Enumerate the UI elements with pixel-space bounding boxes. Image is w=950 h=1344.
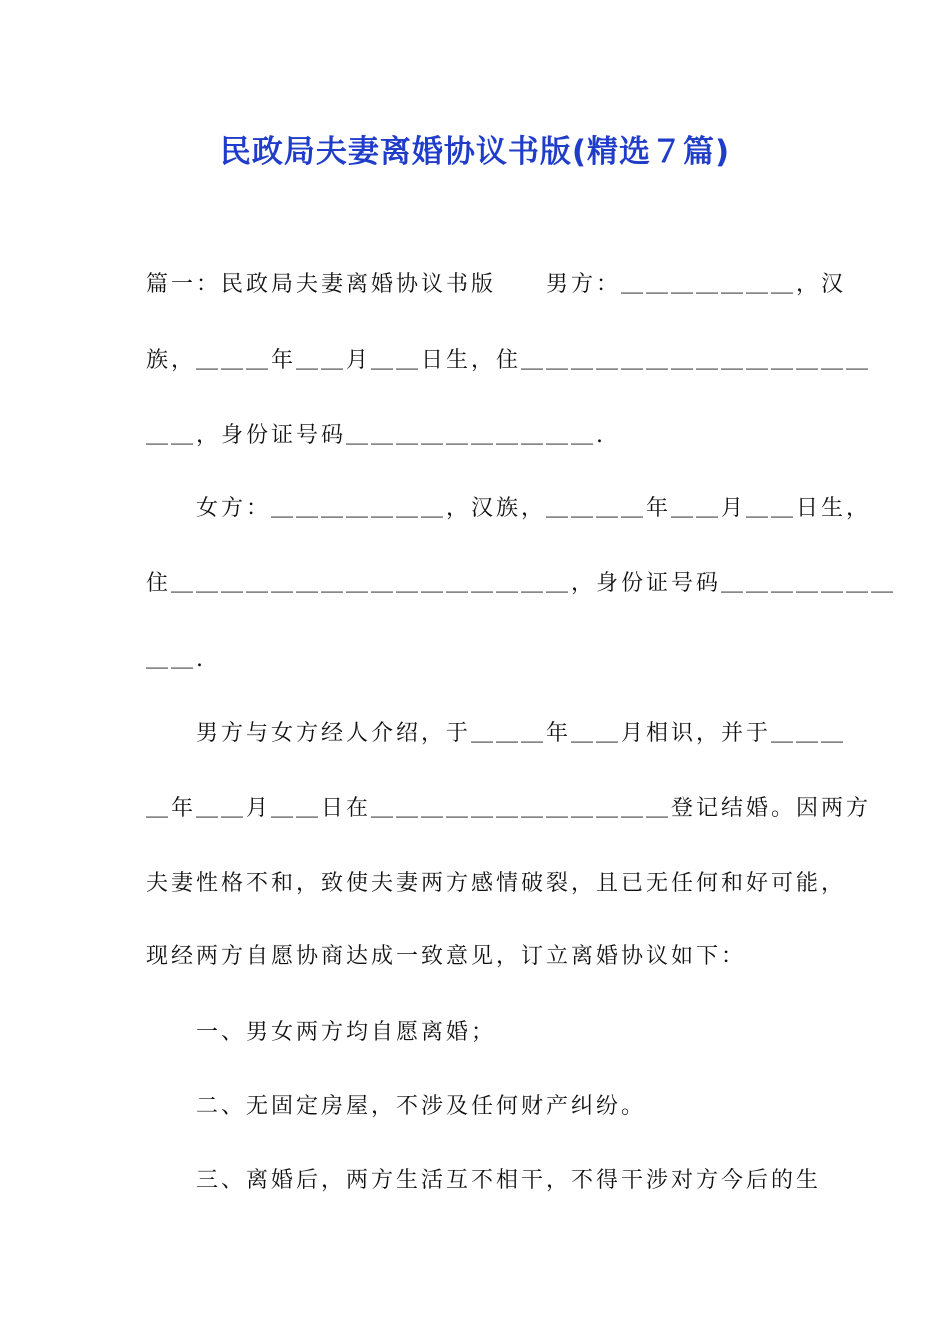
body-line-6: ＿＿. <box>146 647 206 672</box>
body-line-10: 现经两方自愿协商达成一致意见，订立离婚协议如下： <box>146 944 747 969</box>
body-line-1: 篇一：民政局夫妻离婚协议书版 男方：＿＿＿＿＿＿＿，汉 <box>146 272 847 297</box>
body-line-9: 夫妻性格不和，致使夫妻两方感情破裂，且已无任何和好可能， <box>146 871 847 896</box>
body-line-7: 男方与女方经人介绍，于＿＿＿年＿＿月相识，并于＿＿＿ <box>146 721 847 746</box>
body-line-12: 二、无固定房屋，不涉及任何财产纠纷。 <box>146 1094 647 1119</box>
body-line-3: ＿＿，身份证号码＿＿＿＿＿＿＿＿＿＿. <box>146 423 606 448</box>
body-line-13: 三、离婚后，两方生活互不相干，不得干涉对方今后的生 <box>146 1168 822 1193</box>
body-line-5: 住＿＿＿＿＿＿＿＿＿＿＿＿＿＿＿＿，身份证号码＿＿＿＿＿＿＿ <box>146 571 897 596</box>
document-title: 民政局夫妻离婚协议书版(精选７篇) <box>219 134 731 170</box>
body-line-2: 族，＿＿＿年＿＿月＿＿日生，住＿＿＿＿＿＿＿＿＿＿＿＿＿＿ <box>146 348 872 373</box>
body-line-4: 女方：＿＿＿＿＿＿＿，汉族，＿＿＿＿年＿＿月＿＿日生， <box>146 496 872 521</box>
body-line-8: ＿年＿＿月＿＿日在＿＿＿＿＿＿＿＿＿＿＿＿登记结婚。因两方 <box>146 796 872 821</box>
body-line-11: 一、男女两方均自愿离婚； <box>146 1020 497 1045</box>
